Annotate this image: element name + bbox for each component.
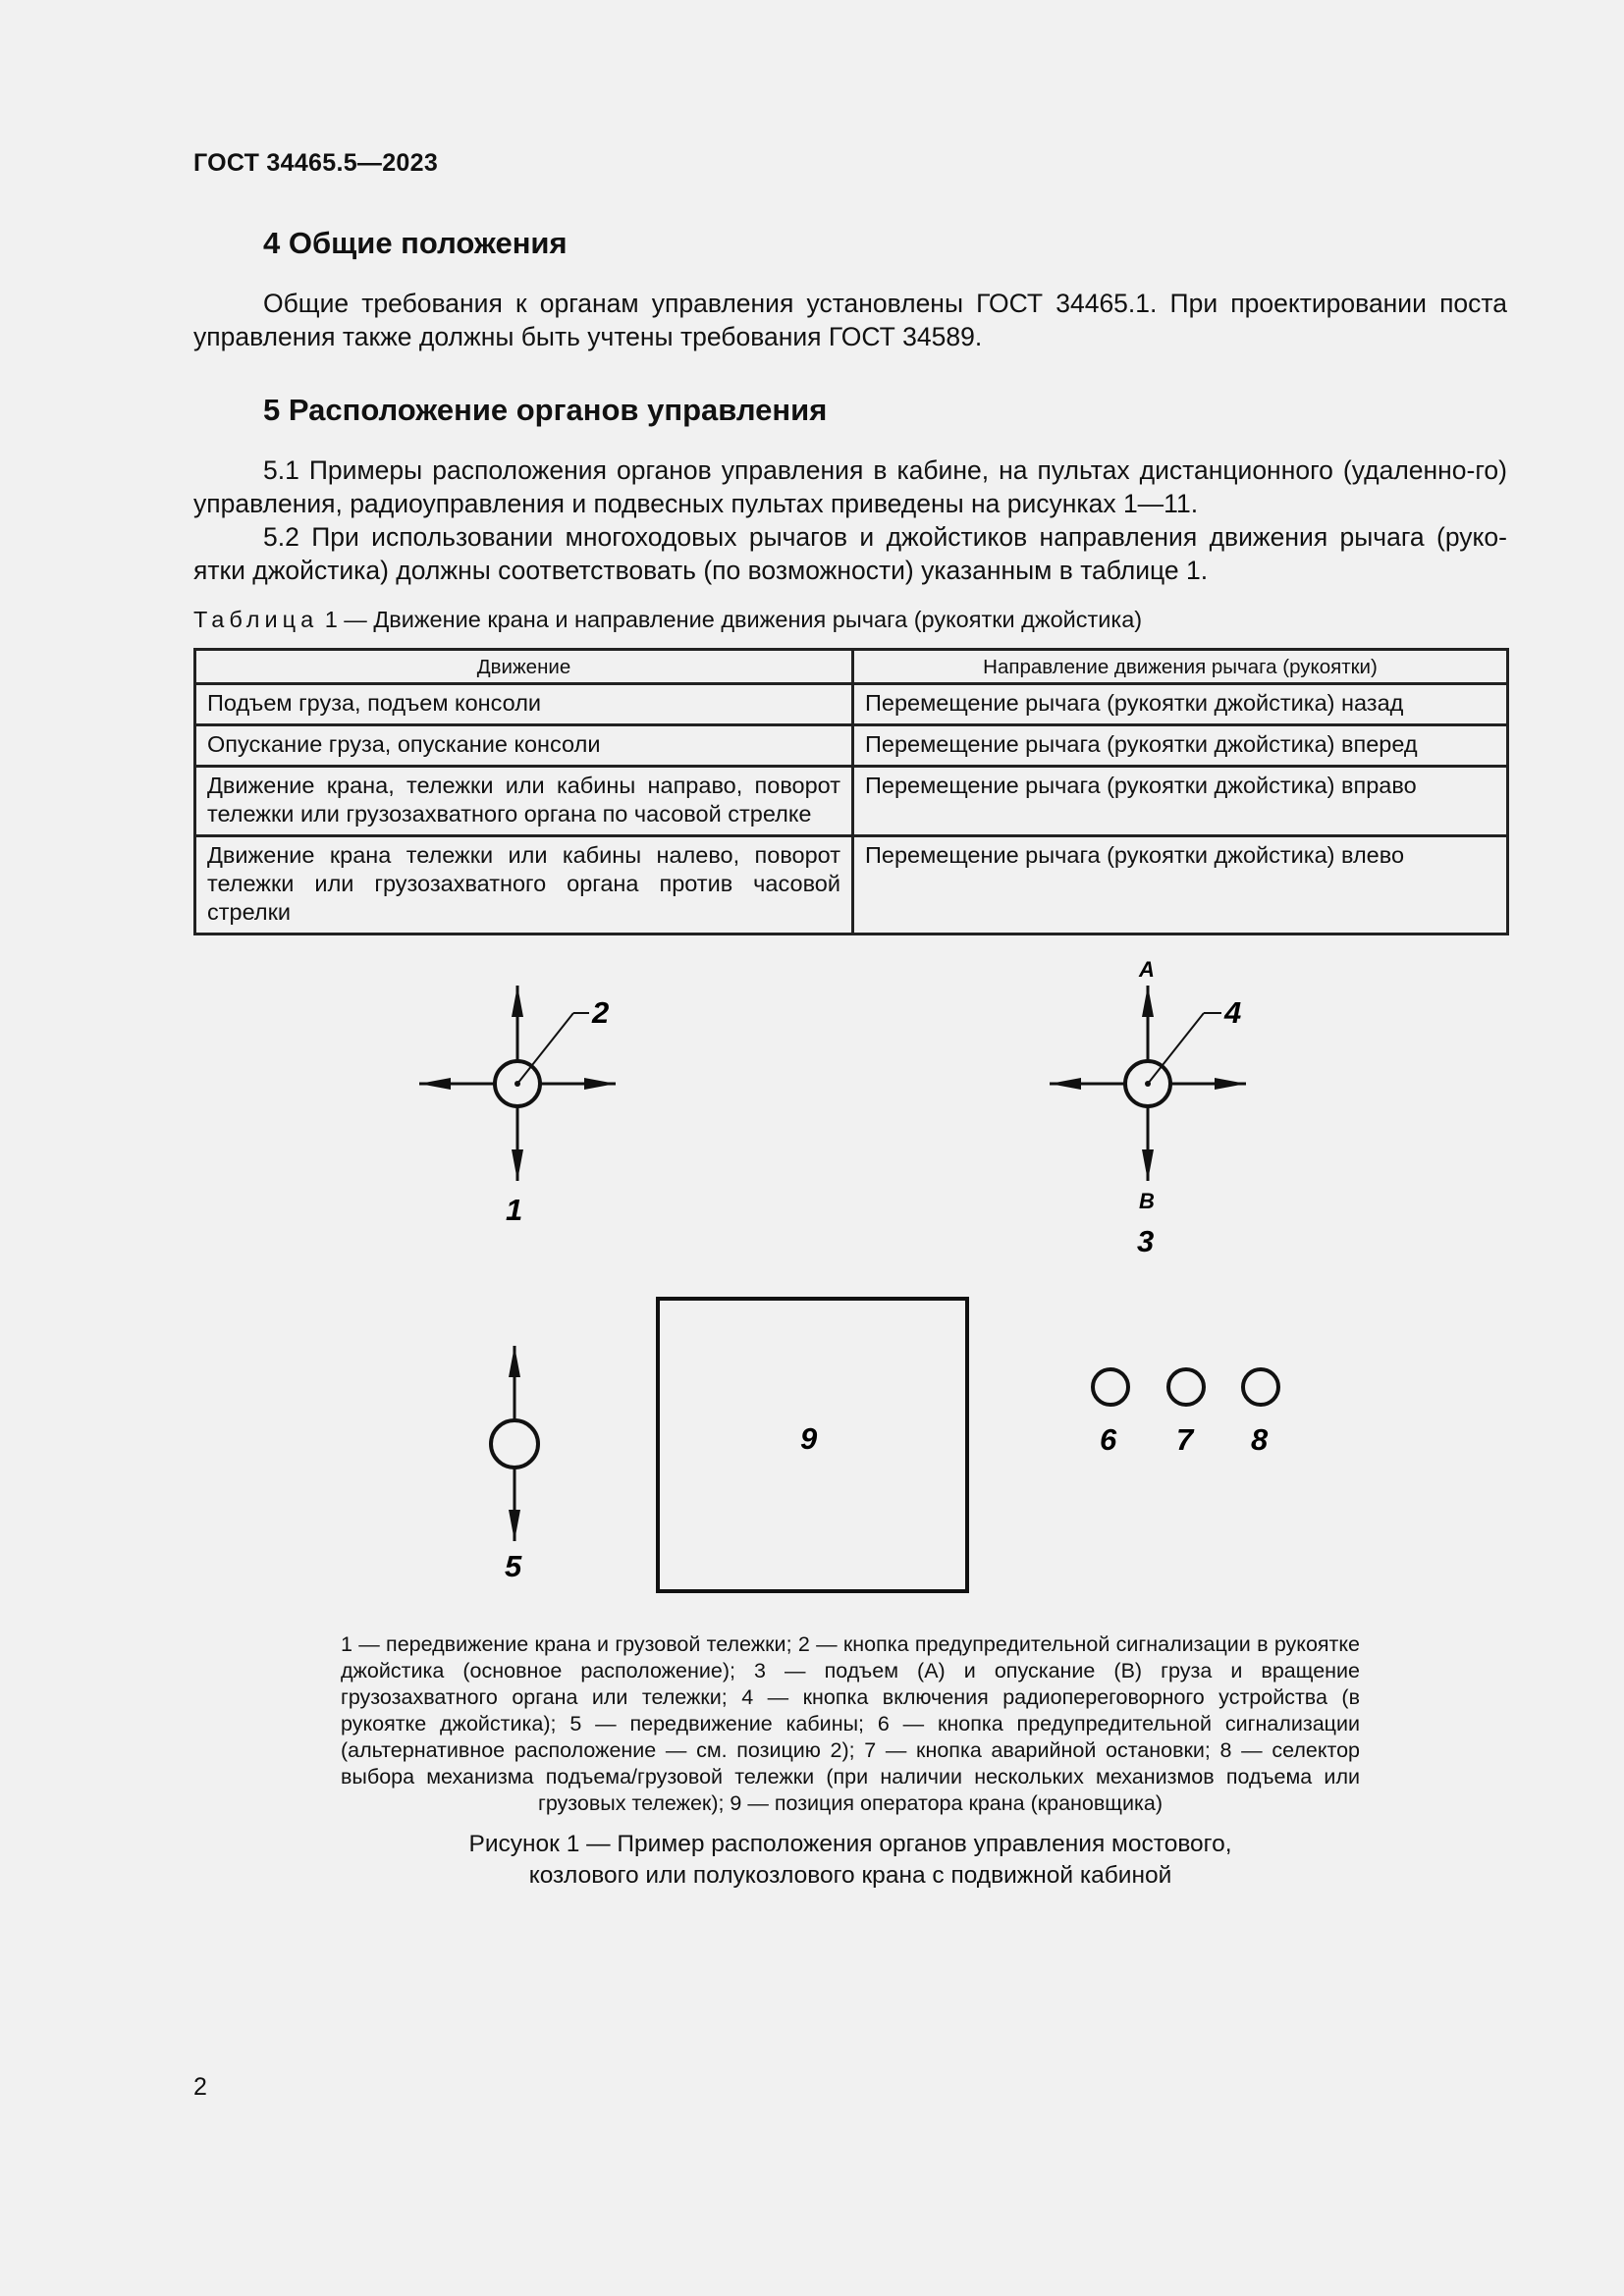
- table-cell: Перемещение рычага (рукоятки джойстика) назад: [853, 684, 1508, 725]
- table-cell: Перемещение рычага (рукоятки джойстика) вперед: [853, 725, 1508, 767]
- label-a: А: [1139, 957, 1155, 982]
- table-cell: Подъем груза, подъем консоли: [195, 684, 853, 725]
- label-7: 7: [1176, 1422, 1194, 1457]
- table-cell: Движение крана, тележки или кабины направо, поворот тележки или грузозахватного органа по часовой стрелке: [195, 767, 853, 836]
- page-number: 2: [193, 2073, 207, 2101]
- button-8-symbol: [1243, 1369, 1278, 1405]
- table-cell: Опускание груза, опускание консоли: [195, 725, 853, 767]
- paragraph-5-1-text: 5.1 Примеры расположения органов управления в кабине, на пультах дистанционного (удаленно-го) управления, радиоуправления и подвесных пультах приведены на рисунках 1—11.: [193, 455, 1507, 518]
- button-7-symbol: [1168, 1369, 1204, 1405]
- table-caption-label: Таблица: [193, 607, 319, 632]
- figure-caption-line-2: козлового или полукозлового крана с подвижной кабиной: [528, 1862, 1172, 1889]
- figure-caption: [341, 1829, 1360, 1892]
- label-9: 9: [800, 1421, 818, 1456]
- table-caption-text: 1 — Движение крана и направление движения рычага (рукоятки джойстика): [324, 607, 1143, 632]
- table-cell: Перемещение рычага (рукоятки джойстика) вправо: [853, 767, 1508, 836]
- joystick-3-symbol: [1050, 986, 1246, 1181]
- label-1: 1: [506, 1193, 523, 1227]
- table-header-cell: Направление движения рычага (рукоятки): [853, 650, 1508, 684]
- figure-legend: 1 — передвижение крана и грузовой тележки; 2 — кнопка предупредительной сигнализации в рукоятке джойстика (основное расположение); 3 — подъем (А) и опускание (В) груза и вращение грузозахватного органа или тележки; 4 — кнопка включения радиопереговорного устройства (в рукоятке джойстика); 5 — передвижение кабины; 6 — кнопка предупредительной сигнализации (альтернативное расположение — см. позицию 2); 7 — кнопка аварийной остановки; 8 — селектор выбора механизма подъема/грузовой тележки (при наличии нескольких механизмов подъема или грузовых тележек); 9 — позиция оператора крана (крановщика): [341, 1632, 1360, 1815]
- table-header-cell: Движение: [195, 650, 853, 684]
- table-cell: Движение крана тележки или кабины налево, поворот тележки или грузозахватного органа против часовой стрелки: [195, 836, 853, 934]
- label-6: 6: [1100, 1422, 1117, 1457]
- button-6-symbol: [1093, 1369, 1128, 1405]
- standard-designation: ГОСТ 34465.5—2023: [193, 149, 439, 177]
- label-4: 4: [1224, 995, 1242, 1030]
- label-3: 3: [1137, 1224, 1155, 1258]
- label-2: 2: [592, 995, 610, 1030]
- cabin-lever-5-symbol: [491, 1346, 538, 1541]
- section-4-text: Общие требования к органам управления установлены ГОСТ 34465.1. При проектировании поста управления также должны быть учтены требования ГОСТ 34589.: [193, 289, 1507, 351]
- section-4-heading: 4 Общие положения: [263, 226, 568, 260]
- label-8: 8: [1251, 1422, 1269, 1457]
- figure-caption-line-1: Рисунок 1 — Пример расположения органов управления мостового,: [468, 1831, 1232, 1857]
- section-5-heading: 5 Расположение органов управления: [263, 393, 828, 427]
- label-b: В: [1139, 1189, 1155, 1213]
- label-5: 5: [505, 1549, 522, 1583]
- table-cell: Перемещение рычага (рукоятки джойстика) влево: [853, 836, 1508, 934]
- joystick-1-symbol: [419, 986, 616, 1181]
- paragraph-5-2-text: 5.2 При использовании многоходовых рычагов и джойстиков направления движения рычага (руко-ятки джойстика) должны соответствовать (по возможности) указанным в таблице 1.: [193, 522, 1507, 585]
